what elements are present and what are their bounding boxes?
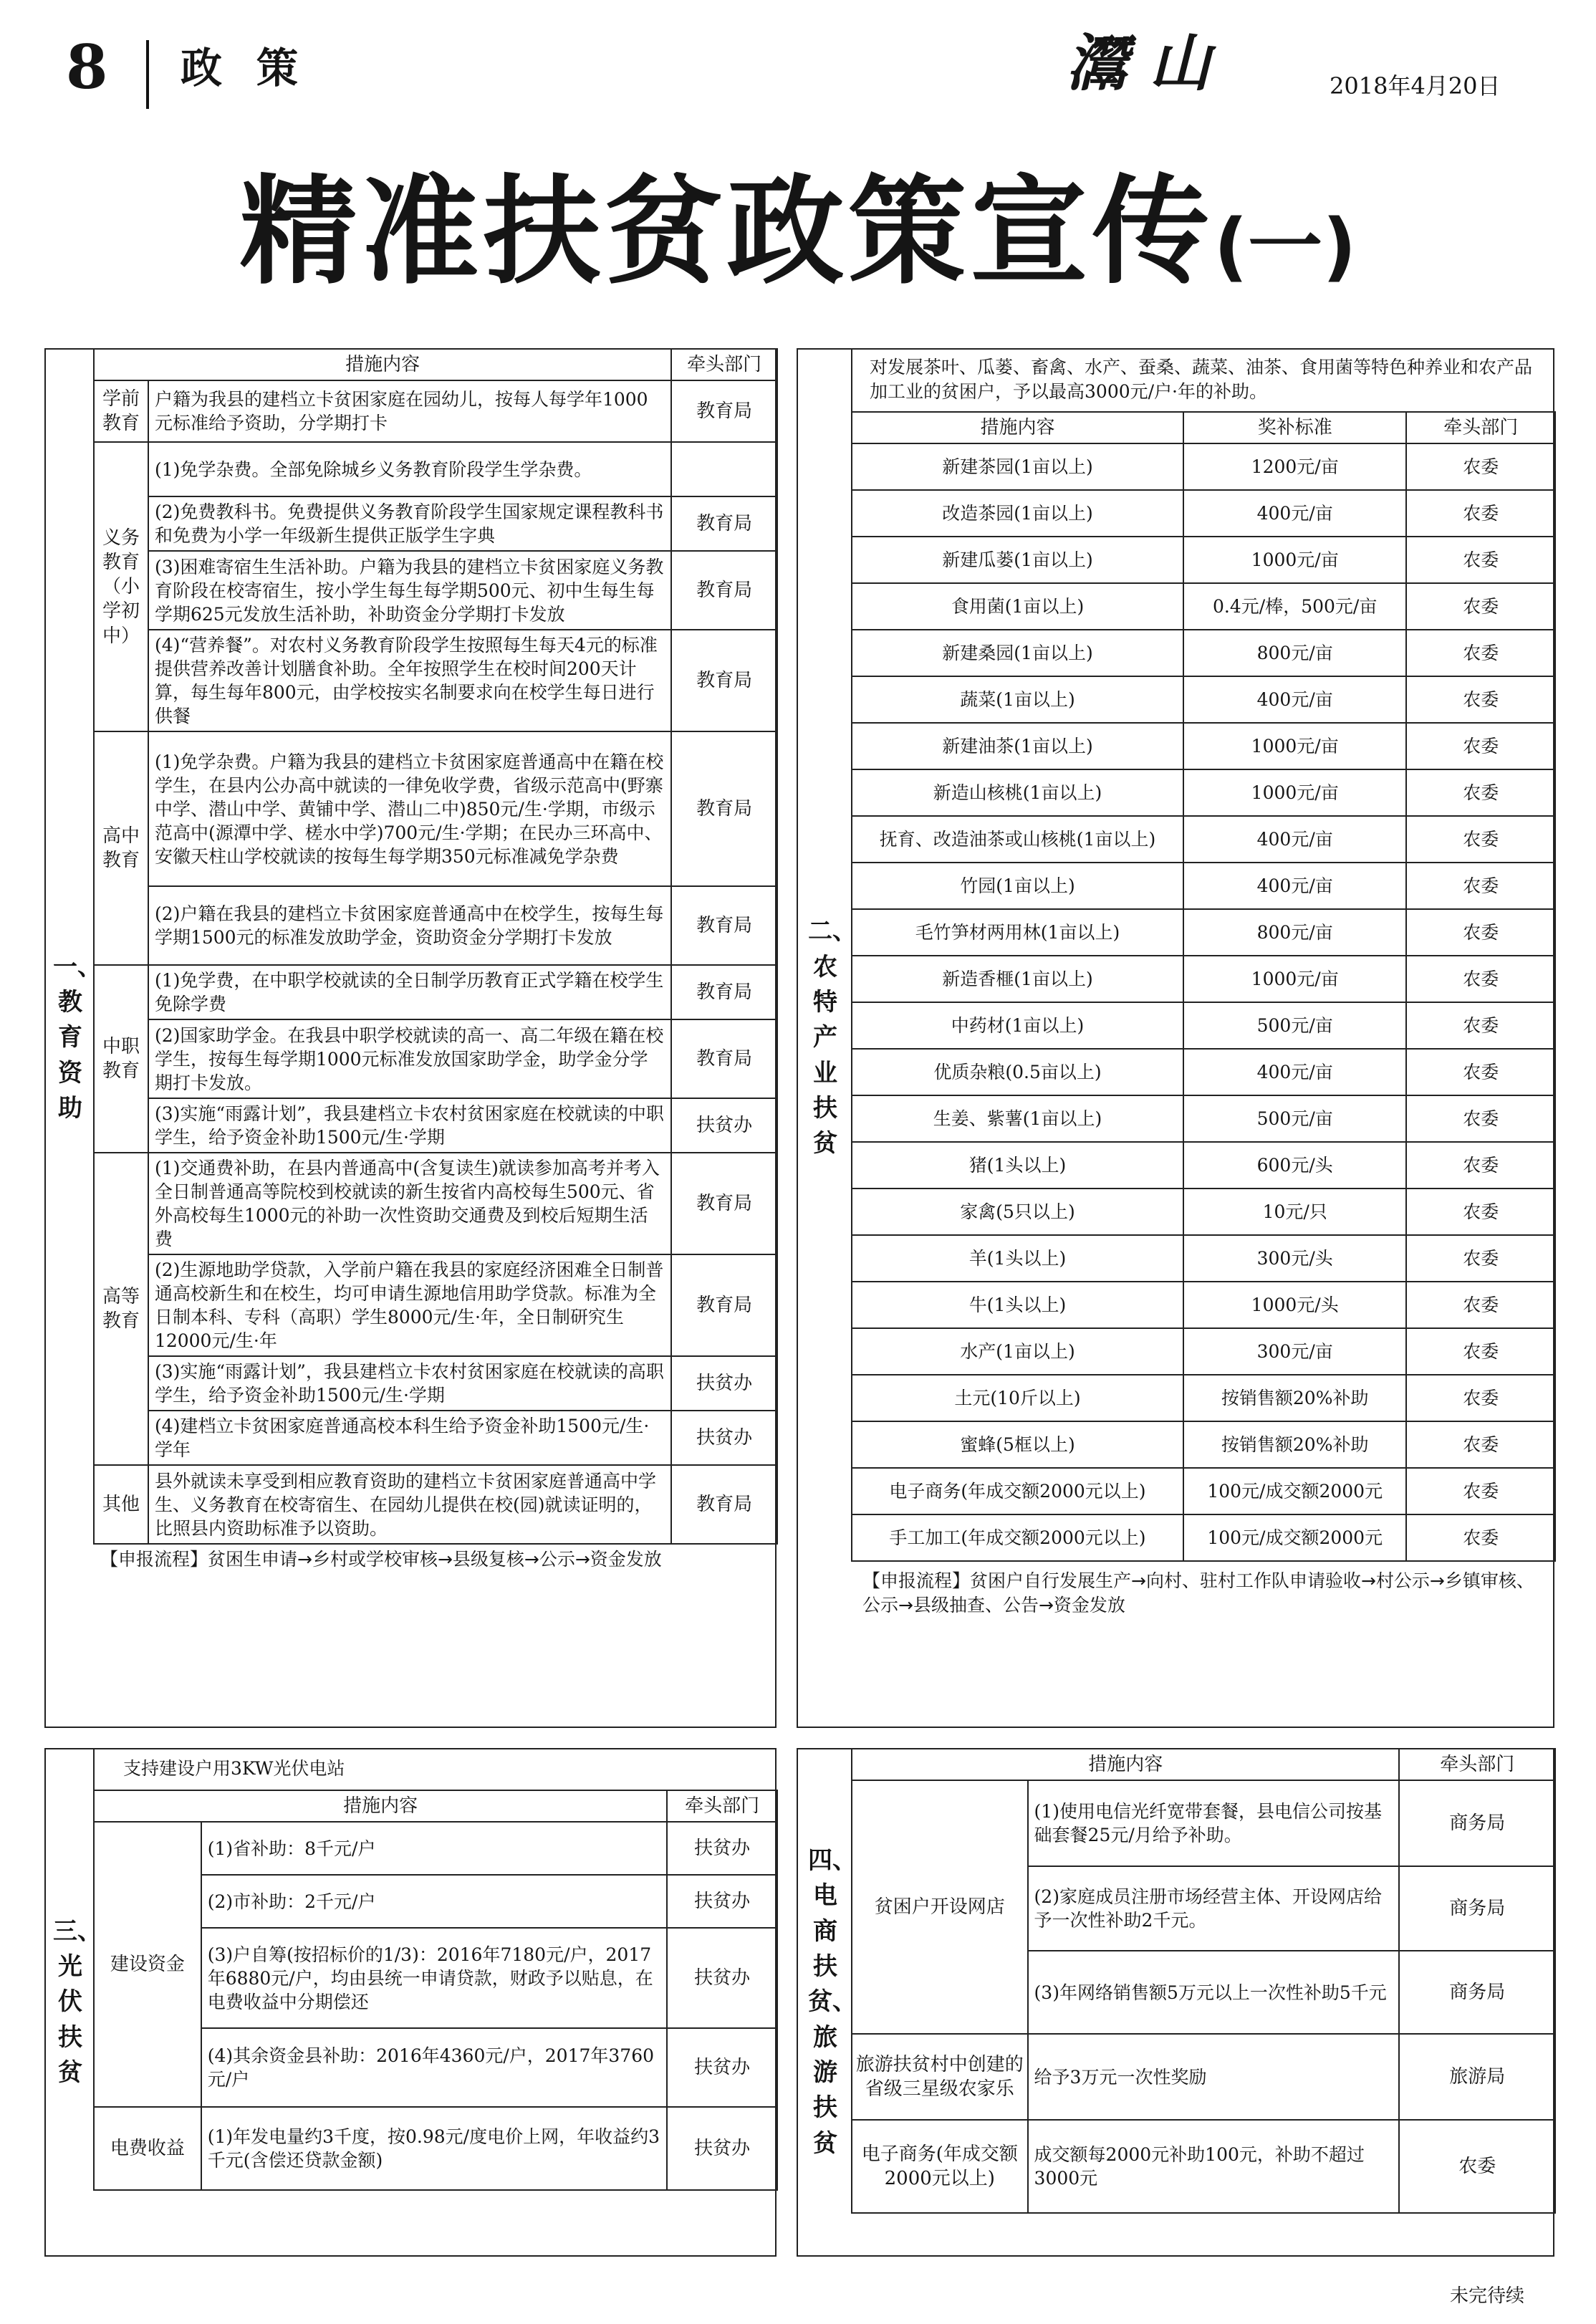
agriculture-dept: 农委 [1406, 863, 1555, 909]
agriculture-row [852, 1282, 1555, 1328]
education-dept: 教育局 [671, 551, 777, 630]
agriculture-item: 改造茶园(1亩以上) [852, 490, 1183, 537]
ecommerce-category: 旅游扶贫村中创建的省级三星级农家乐 [852, 2034, 1028, 2120]
agriculture-item: 牛(1头以上) [852, 1282, 1183, 1328]
agriculture-row [852, 1189, 1555, 1235]
ecommerce-panel [797, 1748, 1554, 2257]
education-measure: (1)免学杂费。全部免除城乡义务教育阶段学生学杂费。 [148, 442, 671, 496]
agriculture-item: 羊(1头以上) [852, 1235, 1183, 1282]
agriculture-item: 毛竹笋材两用林(1亩以上) [852, 909, 1183, 956]
education-col-measure: 措施内容 [94, 349, 671, 380]
agriculture-item: 电子商务(年成交额2000元以上) [852, 1468, 1183, 1514]
solar-dept: 扶贫办 [667, 2028, 777, 2107]
masthead [0, 0, 1596, 122]
header-divider [146, 40, 149, 109]
agriculture-col-dept: 牵头部门 [1406, 412, 1555, 443]
agriculture-standard: 100元/成交额2000元 [1183, 1468, 1406, 1514]
headline-sub: (一) [1213, 203, 1357, 290]
agriculture-dept: 农委 [1406, 1375, 1555, 1421]
agriculture-standard: 0.4元/棒，500元/亩 [1183, 583, 1406, 630]
solar-category: 电费收益 [94, 2107, 201, 2190]
agriculture-item: 蔬菜(1亩以上) [852, 676, 1183, 723]
agriculture-item: 新建茶园(1亩以上) [852, 443, 1183, 490]
education-row [94, 496, 777, 551]
agriculture-row [852, 1514, 1555, 1561]
agriculture-standard: 400元/亩 [1183, 490, 1406, 537]
education-measure: (1)交通费补助，在县内普通高中(含复读生)就读参加高考并考入全日制普通高等院校到校就读的新生按省内高校每生500元、省外高校每生1000元的补助一次性资助交通费及到校后短期生活费 [148, 1153, 671, 1254]
agriculture-row [852, 816, 1555, 863]
agriculture-dept: 农委 [1406, 1142, 1555, 1189]
agriculture-row [852, 630, 1555, 676]
agriculture-dept: 农委 [1406, 956, 1555, 1002]
agriculture-standard: 10元/只 [1183, 1189, 1406, 1235]
education-dept: 教育局 [671, 1019, 777, 1098]
education-category: 中职教育 [94, 965, 148, 1153]
agriculture-dept: 农委 [1406, 909, 1555, 956]
education-row [94, 1019, 777, 1098]
agriculture-standard: 400元/亩 [1183, 1049, 1406, 1095]
ecommerce-measure: 成交额每2000元补助100元，补助不超过3000元 [1028, 2120, 1400, 2213]
education-measure: (3)困难寄宿生生活补助。户籍为我县的建档立卡贫困家庭义务教育阶段在校寄宿生，按小学生每生每学期500元、初中生每生每学期625元发放生活补助，补助资金分学期打卡发放 [148, 551, 671, 630]
education-dept: 教育局 [671, 1153, 777, 1254]
agriculture-dept: 农委 [1406, 769, 1555, 816]
agriculture-standard: 800元/亩 [1183, 630, 1406, 676]
agriculture-dept: 农委 [1406, 1468, 1555, 1514]
education-measure: (2)生源地助学贷款，入学前户籍在我县的家庭经济困难全日制普通高校新生和在校生，均可申请生源地信用助学贷款。标准为全日制本科、专科（高职）学生8000元/生·年，全日制研究生12000元/生·年 [148, 1254, 671, 1356]
solar-measure: (4)其余资金县补助：2016年4360元/户，2017年3760元/户 [201, 2028, 668, 2107]
agriculture-dept: 农委 [1406, 816, 1555, 863]
ecommerce-dept: 农委 [1399, 2120, 1555, 2213]
agriculture-dept: 农委 [1406, 1235, 1555, 1282]
education-table [93, 348, 778, 1545]
education-row [94, 965, 777, 1019]
agriculture-dept: 农委 [1406, 676, 1555, 723]
ecommerce-table [851, 1748, 1556, 2214]
education-dept: 教育局 [671, 731, 777, 886]
agriculture-row [852, 1095, 1555, 1142]
agriculture-standard: 400元/亩 [1183, 816, 1406, 863]
education-row [94, 380, 777, 442]
page-headline [0, 163, 1596, 300]
agriculture-dept: 农委 [1406, 1189, 1555, 1235]
agriculture-col-standard: 奖补标准 [1183, 412, 1406, 443]
section-name: 政策 [181, 44, 333, 92]
agriculture-row [852, 956, 1555, 1002]
education-dept: 教育局 [671, 1465, 777, 1544]
education-measure: (2)户籍在我县的建档立卡贫困家庭普通高中在校学生，按每生每学期1500元的标准发放助学金，资助资金分学期打卡发放 [148, 886, 671, 965]
education-measure: (2)国家助学金。在我县中职学校就读的高一、高二年级在籍在校学生，按每生每学期1000元标准发放国家助学金，助学金分学期打卡发放。 [148, 1019, 671, 1098]
ecommerce-measure: (3)年网络销售额5万元以上一次性补助5千元 [1028, 1951, 1400, 2034]
agriculture-standard: 1200元/亩 [1183, 443, 1406, 490]
agriculture-row [852, 1002, 1555, 1049]
agriculture-item: 竹园(1亩以上) [852, 863, 1183, 909]
agriculture-dept: 农委 [1406, 1049, 1555, 1095]
ecommerce-measure: (2)家庭成员注册市场经营主体、开设网店给予一次性补助2千元。 [1028, 1866, 1400, 1951]
agriculture-item: 生姜、紫薯(1亩以上) [852, 1095, 1183, 1142]
agriculture-dept: 农委 [1406, 630, 1555, 676]
solar-dept: 扶贫办 [667, 2107, 777, 2190]
education-measure: 户籍为我县的建档立卡贫困家庭在园幼儿，按每人每学年1000元标准给予资助，分学期打卡 [148, 380, 671, 442]
education-measure: (3)实施“雨露计划”，我县建档立卡农村贫困家庭在校就读的中职学生，给予资金补助1500元/生·学期 [148, 1098, 671, 1153]
agriculture-item: 中药材(1亩以上) [852, 1002, 1183, 1049]
agriculture-dept: 农委 [1406, 537, 1555, 583]
ecommerce-category: 贫困户开设网店 [852, 1780, 1028, 2034]
agriculture-row [852, 1049, 1555, 1095]
education-measure: (1)免学杂费。户籍为我县的建档立卡贫困家庭普通高中在籍在校学生，在县内公办高中就读的一律免收学费，省级示范高中(野寨中学、潜山中学、黄铺中学、潜山二中)850元/生·学期，市级示范高中(源潭中学、槎水中学)700元/生·学期；在民办三环高中、安徽天柱山学校就读的按每生每学期350元标准减免学杂费 [148, 731, 671, 886]
agriculture-row [852, 676, 1555, 723]
education-dept: 教育局 [671, 965, 777, 1019]
page-number: 8 [66, 32, 108, 102]
agriculture-row [852, 863, 1555, 909]
agriculture-item: 土元(10斤以上) [852, 1375, 1183, 1421]
agriculture-dept: 农委 [1406, 1328, 1555, 1375]
agriculture-standard: 1000元/头 [1183, 1282, 1406, 1328]
education-category: 学前教育 [94, 380, 148, 442]
education-measure: (3)实施“雨露计划”，我县建档立卡农村贫困家庭在校就读的高职学生，给予资金补助1500元/生·学期 [148, 1356, 671, 1411]
agriculture-row [852, 1235, 1555, 1282]
agriculture-intro: 对发展茶叶、瓜蒌、畜禽、水产、蚕桑、蔬菜、油茶、食用菌等特色种养业和农产品加工业的贫困户，予以最高3000元/户·年的补助。 [851, 348, 1556, 411]
solar-row [94, 2107, 777, 2190]
solar-row [94, 1822, 777, 1875]
solar-col-measure: 措施内容 [94, 1790, 667, 1822]
agriculture-row [852, 723, 1555, 769]
agriculture-standard: 1000元/亩 [1183, 956, 1406, 1002]
agriculture-standard: 300元/头 [1183, 1235, 1406, 1282]
solar-dept: 扶贫办 [667, 1822, 777, 1875]
education-row [94, 1153, 777, 1254]
solar-col-dept: 牵头部门 [667, 1790, 777, 1822]
agriculture-row [852, 769, 1555, 816]
education-row [94, 1254, 777, 1356]
agriculture-row [852, 443, 1555, 490]
agriculture-standard: 600元/头 [1183, 1142, 1406, 1189]
education-row [94, 551, 777, 630]
agriculture-col-measure: 措施内容 [852, 412, 1183, 443]
ecommerce-dept: 商务局 [1399, 1780, 1555, 1866]
ecommerce-col-dept: 牵头部门 [1399, 1749, 1555, 1780]
solar-dept: 扶贫办 [667, 1875, 777, 1928]
agriculture-item: 新建瓜蒌(1亩以上) [852, 537, 1183, 583]
agriculture-panel [797, 348, 1554, 1728]
agriculture-row [852, 583, 1555, 630]
education-measure: 县外就读未享受到相应教育资助的建档立卡贫困家庭普通高中学生、义务教育在校寄宿生、在园幼儿提供在校(园)就读证明的，比照县内资助标准予以资助。 [148, 1465, 671, 1544]
solar-measure: (1)年发电量约3千度，按0.98元/度电价上网，年收益约3千元(含偿还贷款金额) [201, 2107, 668, 2190]
agriculture-standard: 1000元/亩 [1183, 723, 1406, 769]
ecommerce-title: 四、电商扶贫、旅游扶贫 [808, 1846, 857, 2158]
ecommerce-dept: 旅游局 [1399, 2034, 1555, 2120]
ecommerce-row [852, 2120, 1555, 2213]
solar-panel [44, 1748, 777, 2257]
agriculture-standard: 300元/亩 [1183, 1328, 1406, 1375]
education-dept [671, 442, 777, 496]
ecommerce-measure: (1)使用电信光纤宽带套餐，县电信公司按基础套餐25元/月给予补助。 [1028, 1780, 1400, 1866]
ecommerce-measure: 给予3万元一次性奖励 [1028, 2034, 1400, 2120]
agriculture-standard: 1000元/亩 [1183, 769, 1406, 816]
ecommerce-col-measure: 措施内容 [852, 1749, 1399, 1780]
agriculture-dept: 农委 [1406, 723, 1555, 769]
agriculture-standard: 400元/亩 [1183, 676, 1406, 723]
agriculture-item: 食用菌(1亩以上) [852, 583, 1183, 630]
education-row [94, 442, 777, 496]
solar-dept: 扶贫办 [667, 1928, 777, 2028]
agriculture-row [852, 490, 1555, 537]
agriculture-item: 抚育、改造油茶或山核桃(1亩以上) [852, 816, 1183, 863]
headline-main: 精准扶贫政策宣传 [239, 163, 1214, 300]
education-dept: 教育局 [671, 1254, 777, 1356]
agriculture-dept: 农委 [1406, 1514, 1555, 1561]
ecommerce-dept: 商务局 [1399, 1866, 1555, 1951]
agriculture-row [852, 909, 1555, 956]
agriculture-title: 二、农特产业扶贫 [808, 917, 857, 1158]
education-row [94, 1465, 777, 1544]
education-category: 高等教育 [94, 1153, 148, 1465]
education-row [94, 1098, 777, 1153]
agriculture-item: 猪(1头以上) [852, 1142, 1183, 1189]
education-dept: 教育局 [671, 380, 777, 442]
agriculture-item: 新建桑园(1亩以上) [852, 630, 1183, 676]
agriculture-dept: 农委 [1406, 1282, 1555, 1328]
education-measure: (4)“营养餐”。对农村义务教育阶段学生按照每生每天4元的标准提供营养改善计划膳食补助。全年按照学生在校时间200天计算，每生每年800元，由学校按实名制要求向在校学生每日进行供餐 [148, 630, 671, 731]
education-dept: 教育局 [671, 496, 777, 551]
solar-intro: 支持建设户用3KW光伏电站 [93, 1748, 778, 1790]
agriculture-dept: 农委 [1406, 1002, 1555, 1049]
solar-measure: (3)户自筹(按招标价的1/3)：2016年7180元/户，2017年6880元/户，均由县统一申请贷款，财政予以贴息，在电费收益中分期偿还 [201, 1928, 668, 2028]
agriculture-row [852, 1468, 1555, 1514]
agriculture-standard: 按销售额20%补助 [1183, 1421, 1406, 1468]
agriculture-item: 蜜蜂(5框以上) [852, 1421, 1183, 1468]
agriculture-item: 新造山核桃(1亩以上) [852, 769, 1183, 816]
agriculture-item: 新建油茶(1亩以上) [852, 723, 1183, 769]
agriculture-process: 【申报流程】贫困户自行发展生产→向村、驻村工作队申请验收→村公示→乡镇审核、公示→县级抽查、公告→资金发放 [862, 1570, 1534, 1615]
education-category: 其他 [94, 1465, 148, 1544]
agriculture-dept: 农委 [1406, 443, 1555, 490]
education-measure: (4)建档立卡贫困家庭普通高校本科生给予资金补助1500元/生·学年 [148, 1411, 671, 1465]
ecommerce-dept: 商务局 [1399, 1951, 1555, 2034]
agriculture-item: 优质杂粮(0.5亩以上) [852, 1049, 1183, 1095]
agriculture-row [852, 1421, 1555, 1468]
issue-date: 2018年4月20日 [1330, 72, 1501, 100]
agriculture-row [852, 1328, 1555, 1375]
education-dept: 教育局 [671, 630, 777, 731]
continued-note: 未完待续 [1449, 2285, 1524, 2307]
agriculture-standard: 800元/亩 [1183, 909, 1406, 956]
agriculture-dept: 农委 [1406, 490, 1555, 537]
solar-category: 建设资金 [94, 1822, 201, 2107]
paper-name: 灊山 [1066, 27, 1232, 100]
agriculture-standard: 100元/成交额2000元 [1183, 1514, 1406, 1561]
agriculture-item: 水产(1亩以上) [852, 1328, 1183, 1375]
agriculture-row [852, 1375, 1555, 1421]
education-process: 【申报流程】贫困生申请→乡村或学校审核→县级复核→公示→资金发放 [100, 1549, 662, 1570]
ecommerce-row [852, 1780, 1555, 1866]
education-category: 高中教育 [94, 731, 148, 965]
education-row [94, 1411, 777, 1465]
solar-measure: (1)省补助：8千元/户 [201, 1822, 668, 1875]
agriculture-row [852, 1142, 1555, 1189]
ecommerce-category: 电子商务(年成交额2000元以上) [852, 2120, 1028, 2213]
education-dept: 教育局 [671, 886, 777, 965]
agriculture-standard: 按销售额20%补助 [1183, 1375, 1406, 1421]
education-measure: (1)免学费，在中职学校就读的全日制学历教育正式学籍在校学生免除学费 [148, 965, 671, 1019]
agriculture-standard: 500元/亩 [1183, 1002, 1406, 1049]
agriculture-row [852, 537, 1555, 583]
solar-measure: (2)市补助：2千元/户 [201, 1875, 668, 1928]
ecommerce-row [852, 2034, 1555, 2120]
education-panel [44, 348, 777, 1728]
education-title: 一、教育资助 [53, 952, 102, 1123]
education-dept: 扶贫办 [671, 1411, 777, 1465]
solar-table [93, 1790, 778, 2191]
agriculture-item: 手工加工(年成交额2000元以上) [852, 1514, 1183, 1561]
education-col-dept: 牵头部门 [671, 349, 777, 380]
agriculture-standard: 1000元/亩 [1183, 537, 1406, 583]
agriculture-standard: 400元/亩 [1183, 863, 1406, 909]
agriculture-table [851, 411, 1556, 1562]
education-row [94, 630, 777, 731]
education-row [94, 1356, 777, 1411]
education-dept: 扶贫办 [671, 1098, 777, 1153]
education-measure: (2)免费教科书。免费提供义务教育阶段学生国家规定课程教科书和免费为小学一年级新生提供正版学生字典 [148, 496, 671, 551]
education-category: 义务教育（小学初中） [94, 442, 148, 731]
solar-title: 三、光伏扶贫 [53, 1916, 102, 2087]
agriculture-dept: 农委 [1406, 1421, 1555, 1468]
education-row [94, 886, 777, 965]
agriculture-dept: 农委 [1406, 1095, 1555, 1142]
agriculture-item: 家禽(5只以上) [852, 1189, 1183, 1235]
education-dept: 扶贫办 [671, 1356, 777, 1411]
agriculture-item: 新造香榧(1亩以上) [852, 956, 1183, 1002]
agriculture-standard: 500元/亩 [1183, 1095, 1406, 1142]
agriculture-dept: 农委 [1406, 583, 1555, 630]
education-row [94, 731, 777, 886]
